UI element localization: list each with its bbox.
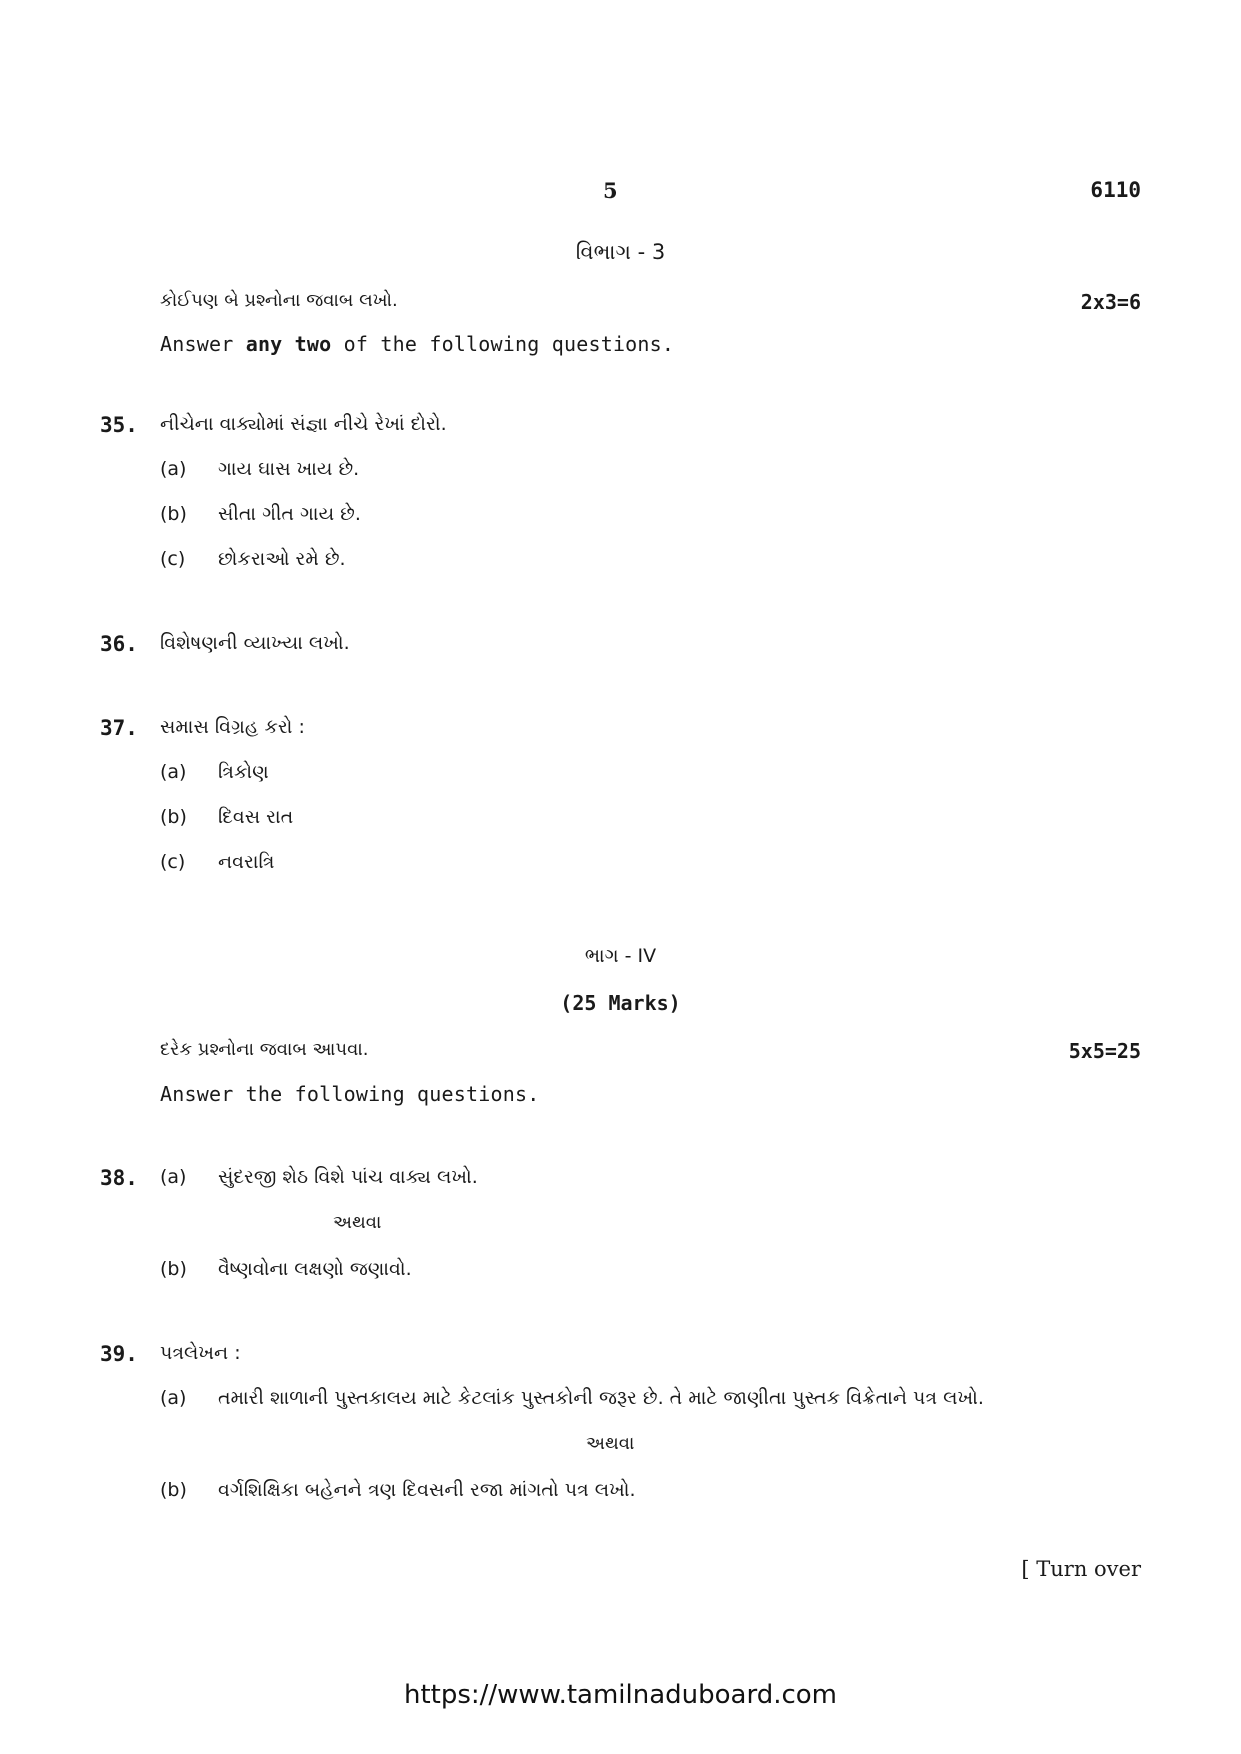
- instruction-text-pre: Answer: [160, 332, 234, 356]
- paper-code: 6110: [1090, 178, 1141, 202]
- question-39-b-label: (b): [160, 1479, 187, 1501]
- question-37-text: સમાસ વિગ્રહ કરો :: [160, 716, 305, 738]
- instruction-text-post: of the following questions.: [343, 332, 675, 356]
- question-39-number: 39.: [100, 1342, 138, 1366]
- section-4-instruction-gujarati: દરેક પ્રશ્નોના જવાબ આપવા.: [160, 1039, 369, 1060]
- question-35-c-text: છોકરાઓ રમે છે.: [218, 548, 346, 570]
- question-39-or: અથવા: [586, 1433, 635, 1454]
- section-4-title: ભાગ - IV: [584, 945, 657, 967]
- question-35-text: નીચેના વાક્યોમાં સંજ્ઞા નીચે રેખાં દોરો.: [160, 413, 447, 435]
- question-38-b-label: (b): [160, 1258, 187, 1280]
- question-39-b-text: વર્ગશિક્ષિકા બહેનને ત્રણ દિવસની રજા માંગતો પત્ર લખો.: [218, 1479, 636, 1501]
- question-35-c-label: (c): [160, 548, 186, 570]
- section-3-marks: 2x3=6: [1080, 290, 1141, 314]
- section-4-subtitle: (25 Marks): [560, 991, 681, 1015]
- section-4-marks: 5x5=25: [1068, 1039, 1141, 1063]
- question-38-b-text: વૈષ્ણવોના લક્ષણો જણાવો.: [218, 1258, 412, 1280]
- question-39-a-label: (a): [160, 1387, 187, 1409]
- question-35-b-label: (b): [160, 503, 187, 525]
- instruction-text-bold: any two: [245, 332, 332, 356]
- question-38-or: અથવા: [333, 1212, 382, 1233]
- question-36-number: 36.: [100, 632, 138, 656]
- section-3-instruction-english: [160, 332, 674, 356]
- section-3-instruction-gujarati: કોઈપણ બે પ્રશ્નોના જવાબ લખો.: [160, 290, 398, 311]
- page-number: 5: [603, 178, 618, 203]
- question-35-b-text: સીતા ગીત ગાય છે.: [218, 503, 361, 525]
- question-37-b-label: (b): [160, 806, 187, 828]
- question-35-number: 35.: [100, 413, 138, 437]
- question-37-number: 37.: [100, 716, 138, 740]
- question-36-text: વિશેષણની વ્યાખ્યા લખો.: [160, 632, 350, 654]
- turn-over-note: [ Turn over: [1021, 1557, 1141, 1581]
- section-3-title: વિભાગ - 3: [575, 240, 666, 264]
- question-37-a-label: (a): [160, 761, 187, 783]
- question-38-a-text: સુંદરજી શેઠ વિશે પાંચ વાક્ય લખો.: [218, 1166, 478, 1188]
- question-37-a-text: ત્રિકોણ: [218, 761, 269, 783]
- question-35-a-text: ગાય ઘાસ ખાય છે.: [218, 458, 360, 480]
- question-35-a-label: (a): [160, 458, 187, 480]
- question-37-b-text: દિવસ રાત: [218, 806, 294, 828]
- website-url: https://www.tamilnaduboard.com: [403, 1680, 838, 1710]
- section-4-instruction-english: Answer the following questions.: [160, 1082, 540, 1106]
- question-38-a-label: (a): [160, 1166, 187, 1188]
- question-37-c-text: નવરાત્રિ: [218, 851, 275, 873]
- question-37-c-label: (c): [160, 851, 186, 873]
- question-39-text: પત્રલેખન :: [160, 1342, 241, 1364]
- question-38-number: 38.: [100, 1166, 138, 1190]
- question-39-a-text: તમારી શાળાની પુસ્તકાલય માટે કેટલાંક પુસ્તકોની જરૂર છે. તે માટે જાણીતા પુસ્તક વિક્રેતાને પત્ર લખો.: [218, 1387, 984, 1409]
